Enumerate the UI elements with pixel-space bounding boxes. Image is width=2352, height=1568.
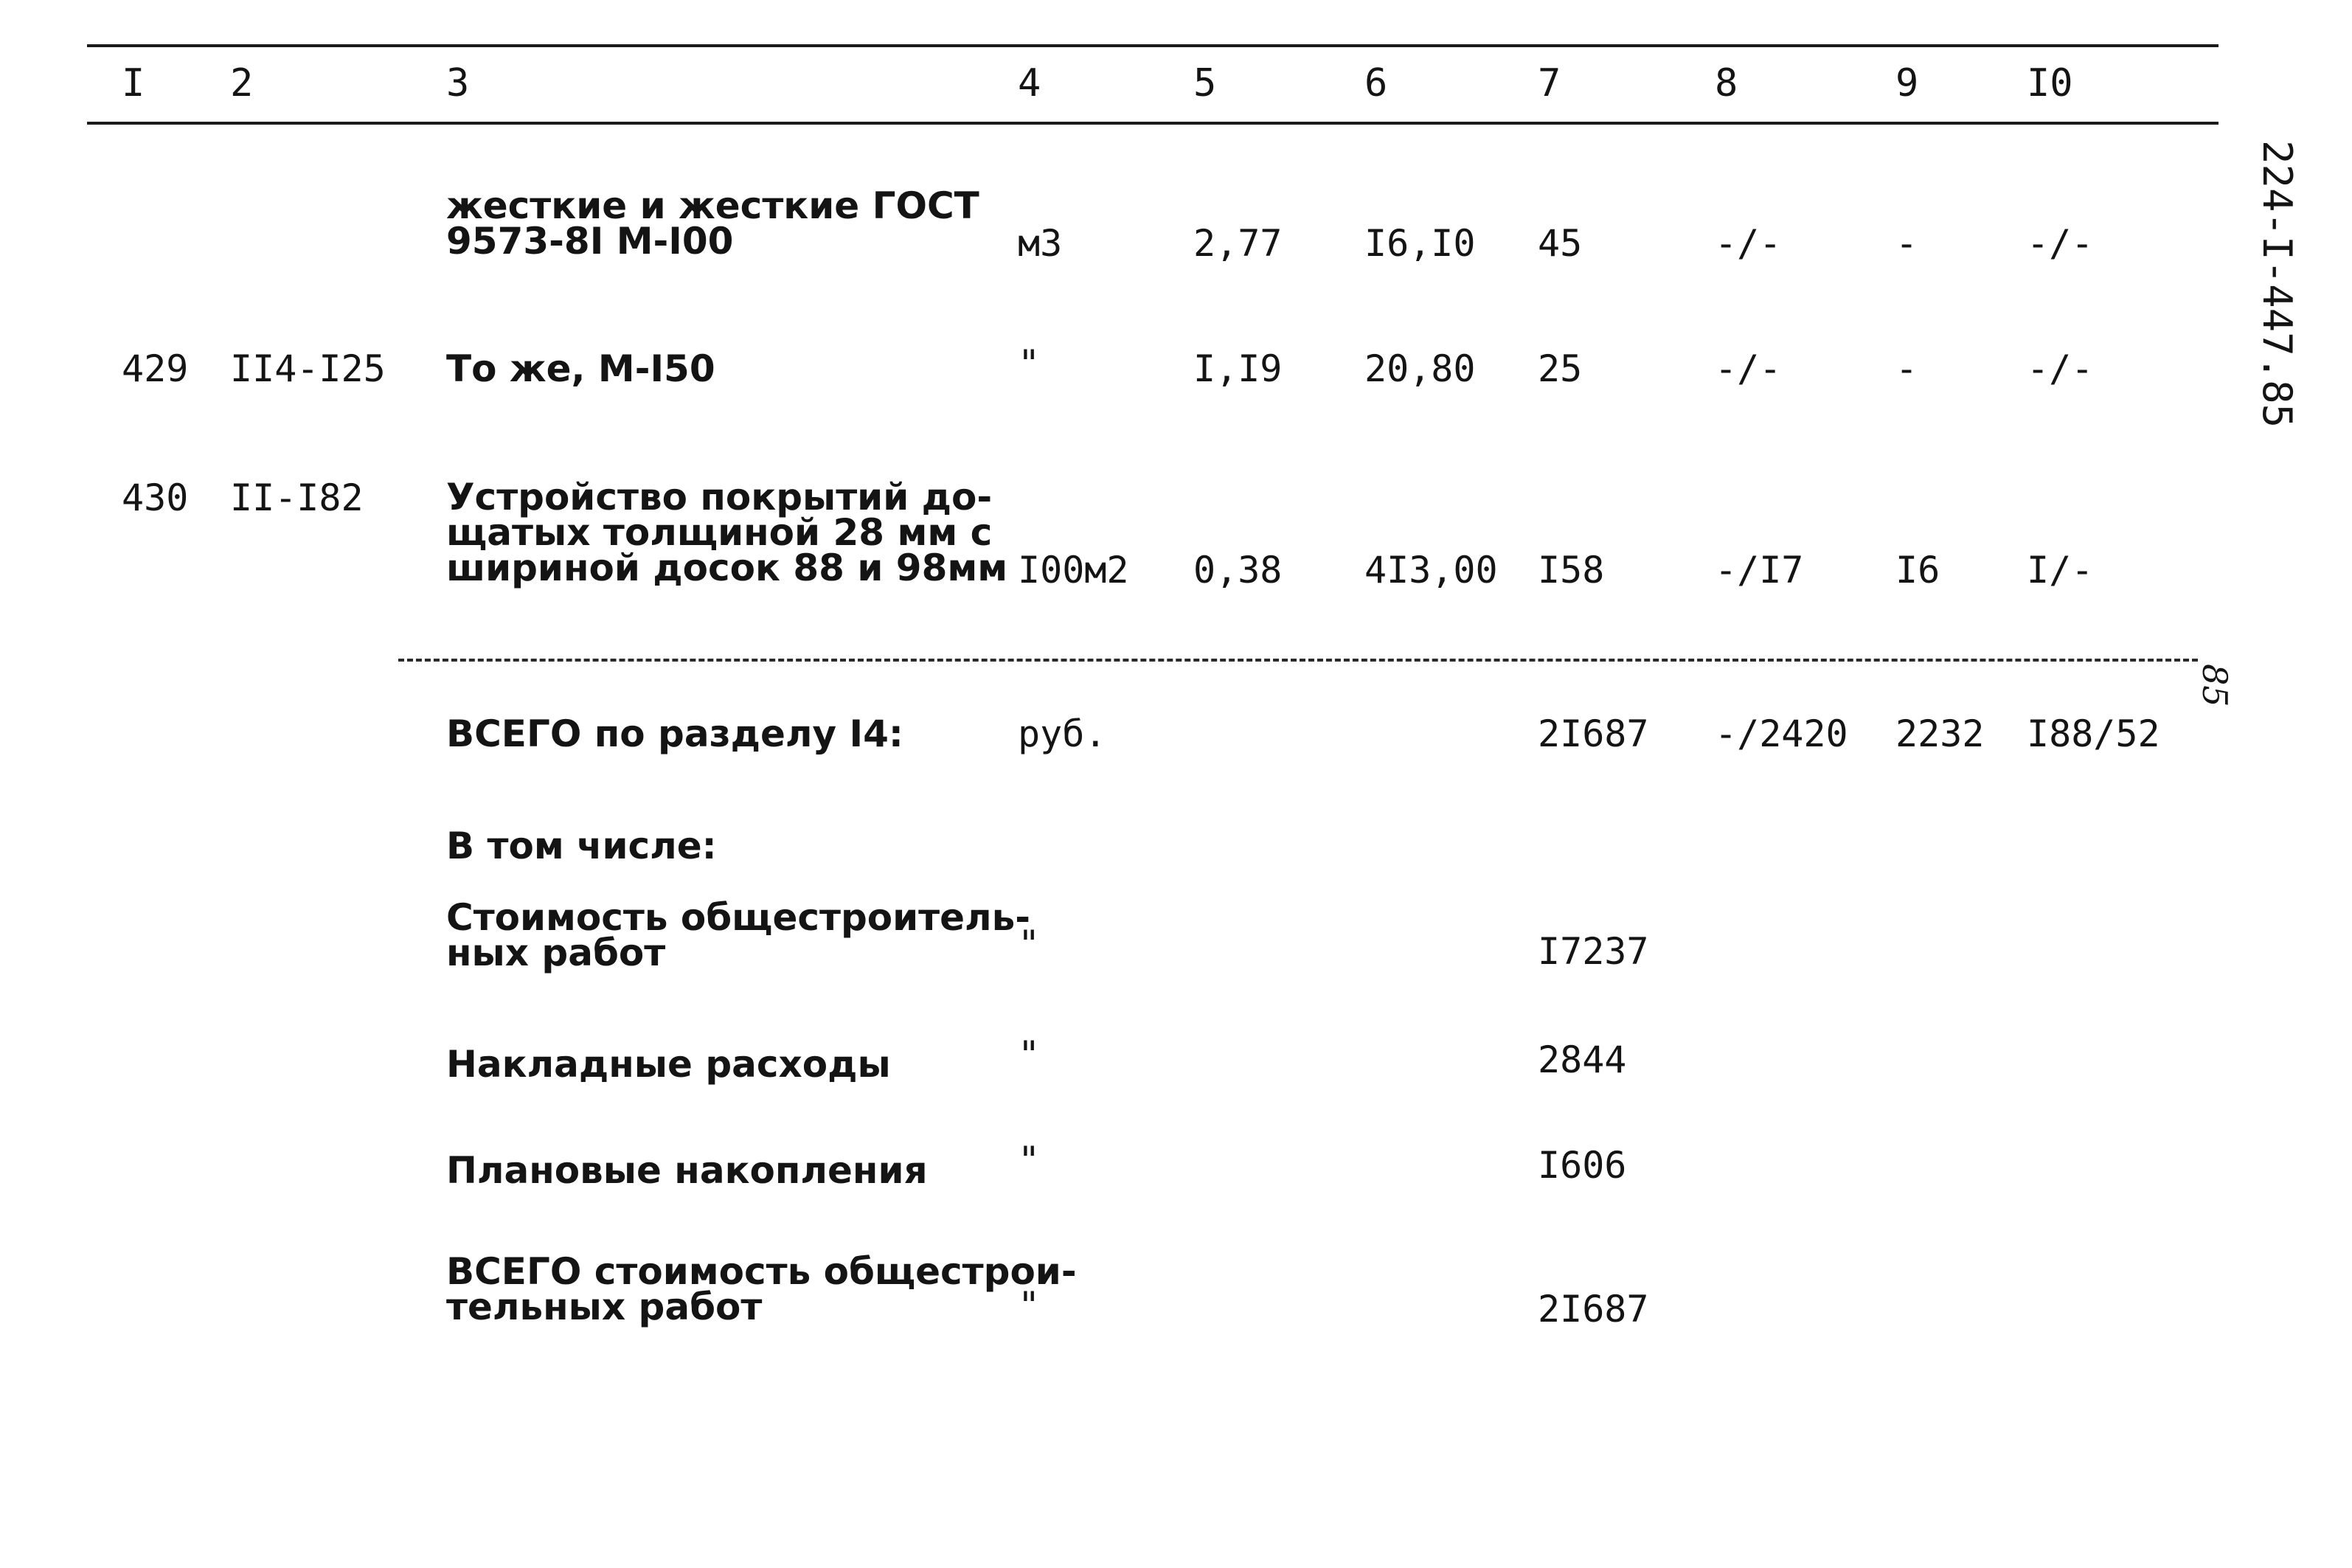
row-qty: 2,77: [1193, 222, 1283, 265]
col-header-7: 7: [1538, 61, 1561, 105]
row-unit: м3: [1018, 222, 1063, 265]
row-code: II-I82: [230, 476, 364, 519]
total-col7: 2I687: [1538, 712, 1649, 755]
total-col10: I88/52: [2027, 712, 2160, 755]
row-code: II4-I25: [230, 347, 386, 390]
row-col9: -: [1895, 222, 1918, 265]
col-header-4: 4: [1018, 61, 1041, 105]
summary-item-value: 2I687: [1538, 1288, 1649, 1331]
row-unit: ": [1018, 342, 1041, 385]
row-col9: I6: [1895, 549, 1940, 592]
row-col8: -/I7: [1715, 549, 1804, 592]
summary-item-label: ВСЕГО стоимость общестрои- тельных работ: [446, 1250, 1077, 1328]
summary-item-unit: ": [1018, 923, 1041, 965]
col-header-5: 5: [1193, 61, 1217, 105]
total-col8: -/2420: [1715, 712, 1848, 755]
total-label: ВСЕГО по разделу I4:: [446, 712, 903, 755]
row-price: 20,80: [1364, 347, 1476, 390]
row-col10: -/-: [2027, 347, 2094, 390]
table-header-rule: [87, 122, 2219, 125]
col-header-8: 8: [1715, 61, 1738, 105]
row-number: 429: [122, 347, 189, 390]
summary-item-unit: ": [1018, 1139, 1041, 1182]
col-header-10: I0: [2027, 61, 2073, 105]
row-price: I6,I0: [1364, 222, 1476, 265]
row-total: 25: [1538, 347, 1583, 390]
summary-item-label: Плановые накопления: [446, 1149, 928, 1192]
row-col10: I/-: [2027, 549, 2094, 592]
summary-item-value: I606: [1538, 1144, 1627, 1187]
col-header-6: 6: [1364, 61, 1388, 105]
summary-item-unit: ": [1018, 1284, 1041, 1327]
col-header-3: 3: [446, 61, 470, 105]
row-price: 4I3,00: [1364, 549, 1498, 592]
row-name: Устройство покрытий до- щатых толщиной 28 мм с шириной досок 88 и 98мм: [446, 476, 1008, 589]
row-unit: I00м2: [1018, 549, 1129, 592]
row-col8: -/-: [1715, 222, 1782, 265]
including-label: В том числе:: [446, 825, 717, 867]
summary-item-value: I7237: [1538, 930, 1649, 973]
row-qty: I,I9: [1193, 347, 1283, 390]
summary-item-value: 2844: [1538, 1038, 1627, 1081]
summary-item-label: Накладные расходы: [446, 1043, 891, 1086]
row-col9: -: [1895, 347, 1918, 390]
col-header-9: 9: [1895, 61, 1919, 105]
col-header-1: I: [122, 61, 145, 105]
row-total: 45: [1538, 222, 1583, 265]
row-name: То же, М-I50: [446, 347, 715, 390]
page-number: 85: [2195, 664, 2235, 707]
summary-item-unit: ": [1018, 1033, 1041, 1076]
document-code: 224-I-447.85: [2254, 140, 2300, 429]
col-header-2: 2: [230, 61, 254, 105]
section-divider: [398, 659, 2198, 662]
total-col9: 2232: [1895, 712, 1985, 755]
total-unit: руб.: [1018, 712, 1107, 755]
row-total: I58: [1538, 549, 1605, 592]
row-col8: -/-: [1715, 347, 1782, 390]
table-top-rule: [87, 44, 2219, 47]
row-qty: 0,38: [1193, 549, 1283, 592]
row-col10: -/-: [2027, 222, 2094, 265]
summary-item-label: Стоимость общестроитель- ных работ: [446, 896, 1031, 974]
row-number: 430: [122, 476, 189, 519]
row-name: жесткие и жесткие ГОСТ 9573-8I М-I00: [446, 184, 979, 263]
